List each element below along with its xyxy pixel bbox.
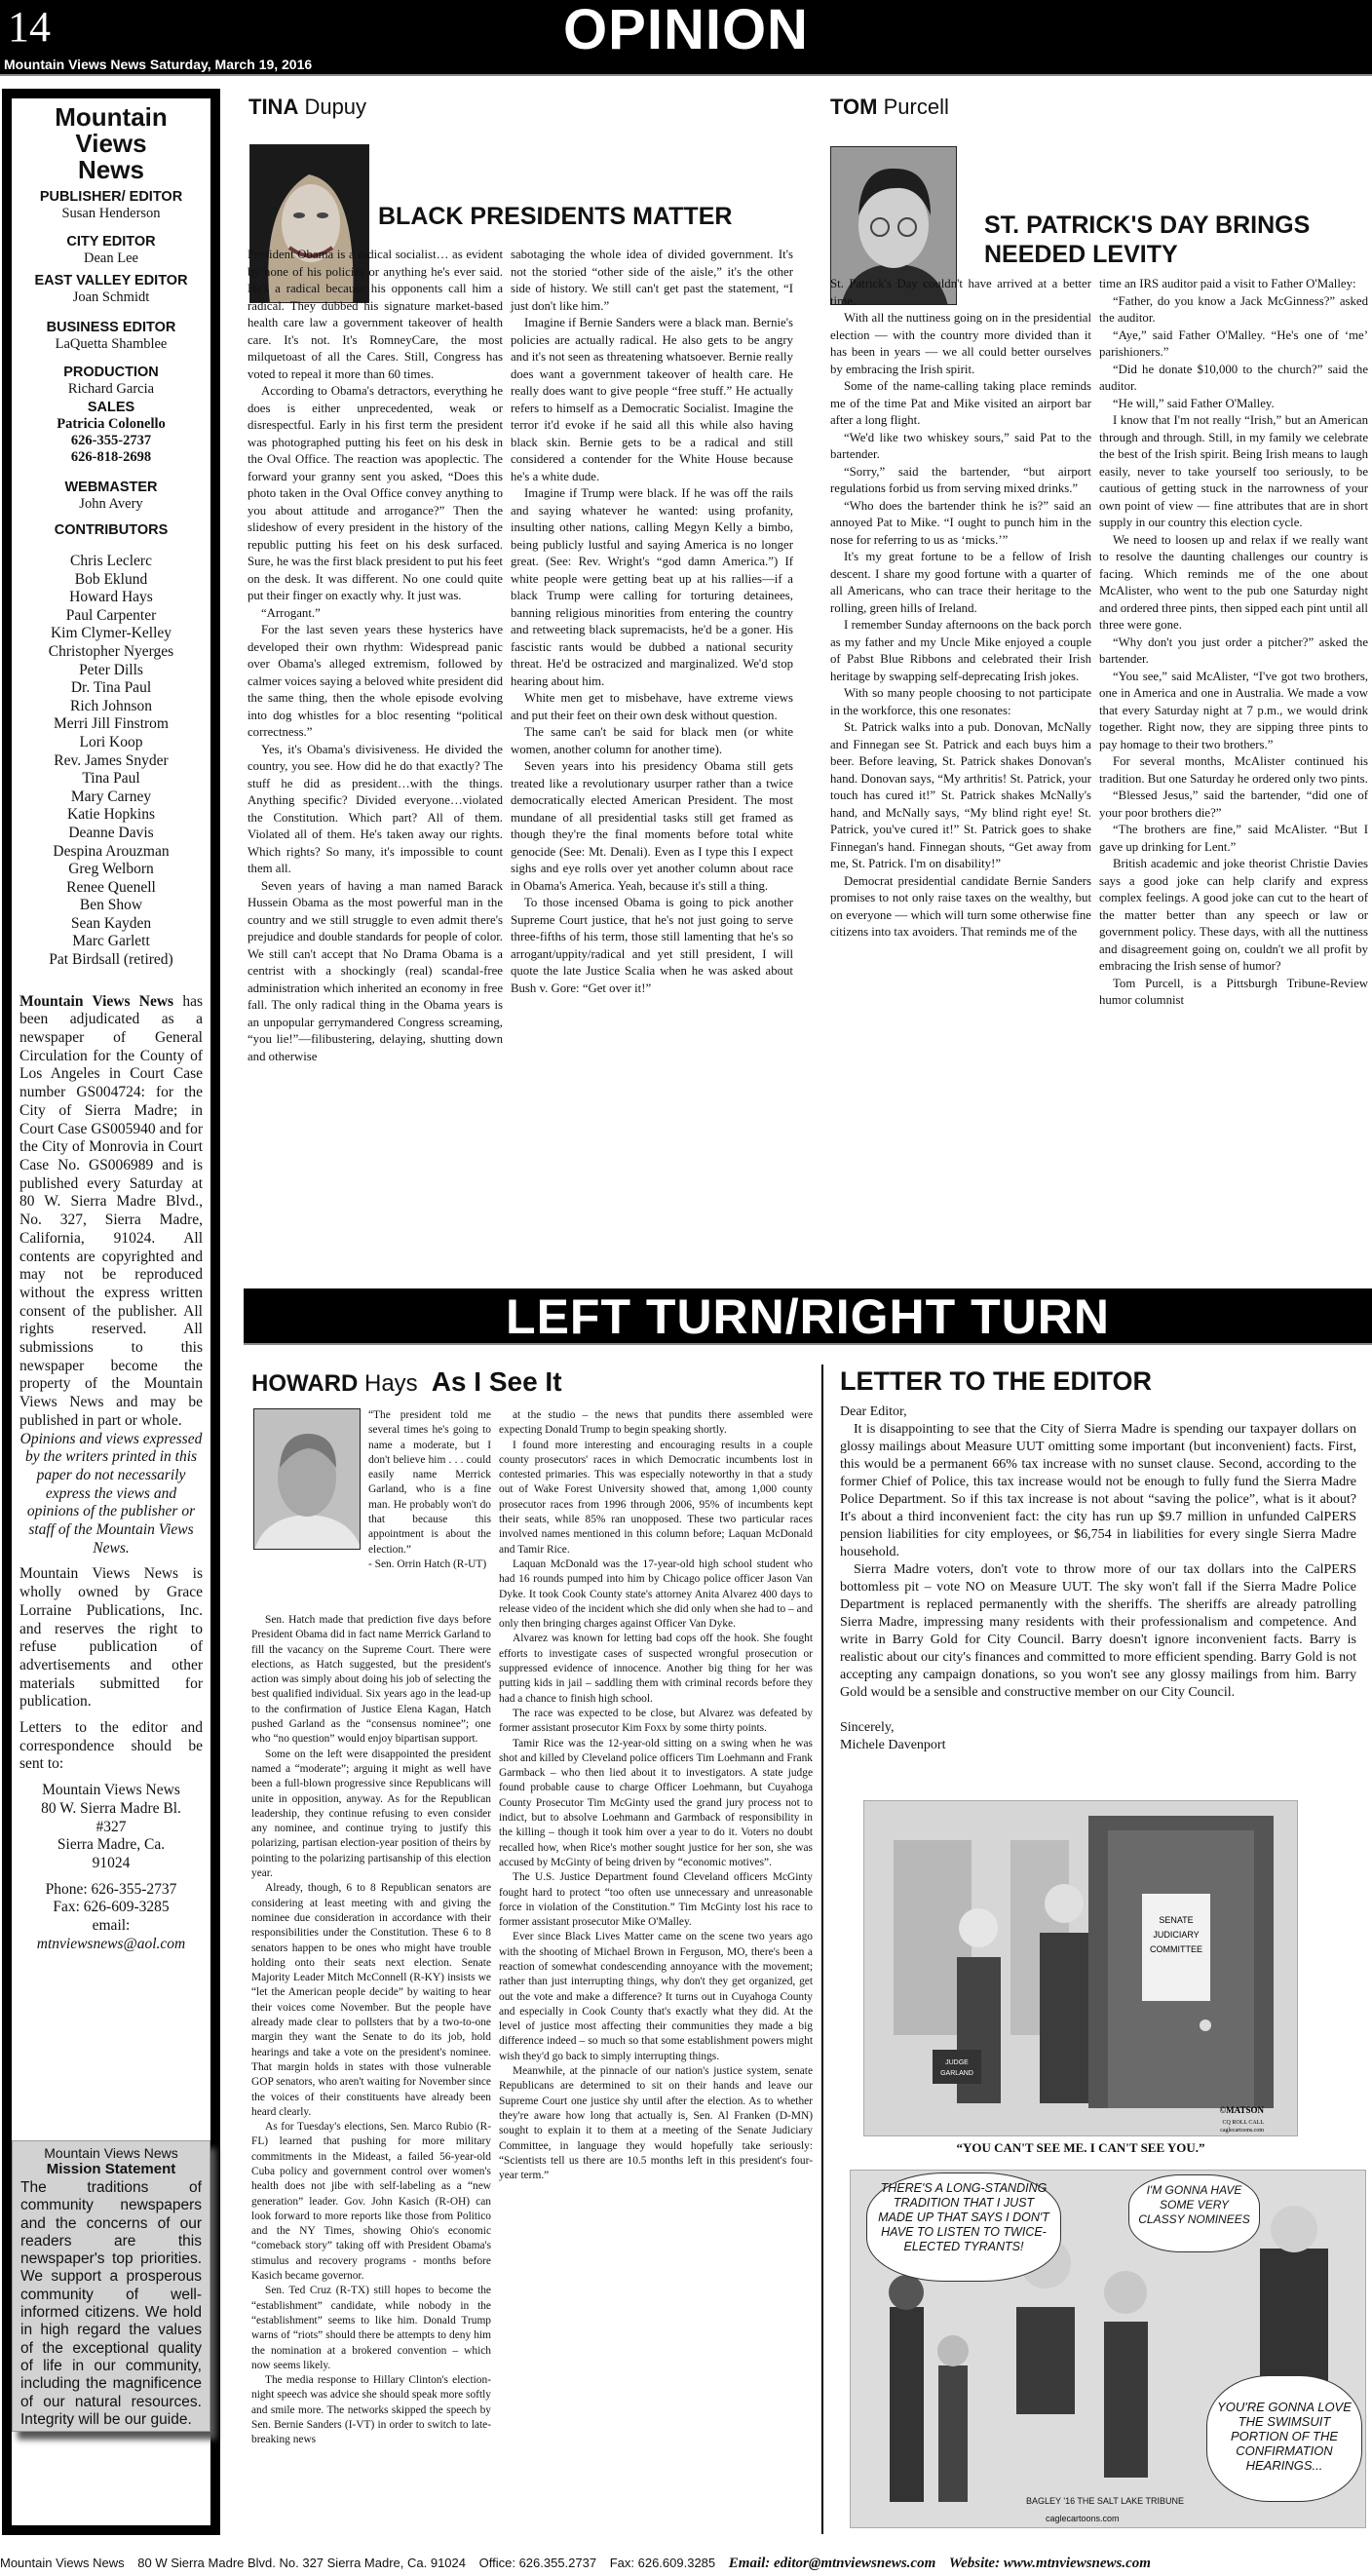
staff-name: Joan Schmidt xyxy=(72,289,150,305)
paragraph: “Blessed Jesus,” said the bartender, “did one of your poor brothers die?” xyxy=(1099,788,1368,820)
footer-fax: Fax: 626.609.3285 xyxy=(609,2556,716,2570)
paragraph: To those incensed Obama is going to pick another Supreme Court justice, that he's not just going to serve three-fifths of his term, those still lamenting that he's so arrogant/uppity/radical and yet still president, I will quote the late Justice Scalia when he was asked about Bush v. Gore: “Get over it!” xyxy=(511,896,793,995)
speech-bubble: YOU'RE GONNA LOVE THE SWIMSUIT PORTION OF THE CONFIRMATION HEARINGS... xyxy=(1206,2375,1362,2502)
headline-purcell: ST. PATRICK'S DAY BRINGS NEEDED LEVITY xyxy=(984,211,1311,268)
speech-bubble: I'M GONNA HAVE SOME VERY CLASSY NOMINEES xyxy=(1128,2174,1260,2252)
contributor-name: Howard Hays xyxy=(69,589,153,606)
contributor-name: Lori Koop xyxy=(79,733,143,750)
paragraph: “Aye,” said Father O'Malley. “He's one of ‘me’ parishioners.” xyxy=(1099,327,1368,359)
svg-text:JUDGE: JUDGE xyxy=(945,2059,969,2066)
paragraph: “Arrogant.” xyxy=(261,605,321,620)
contributor-name: Despina Arouzman xyxy=(53,842,170,860)
paragraph: St. Patrick walks into a pub. Donovan, McNally and Finnegan see St. Patrick and each buys him a beer. Before leaving, St. Patrick shakes Donovan's hand. Donovan says, “My arthritis! St. Patrick, your touch has cured it!” St. Patrick shakes McNally's hand, and McNally says, “My blind right eye! St. Patrick, you've cured it!” St. Patrick goes to shake Finnegan's hand. Finnegan shouts, “Get away from me, St. Patrick. I'm on disability!” xyxy=(830,720,1091,870)
contributor-name: Paul Carpenter xyxy=(65,606,157,624)
paragraph: For the last seven years these hysterics have developed their own rhythm: Widespread panic over Obama's alleged extremism, followed by calmer voices saying a beloved white president did the same thing, then the whole episode evolving into dog whistles for a bloc resenting “political correctness.” xyxy=(248,623,503,739)
paragraph: “Did he donate $10,000 to the church?” said the auditor. xyxy=(1099,362,1368,393)
paragraph: “We'd like two whiskey sours,” said Pat to the bartender. xyxy=(830,430,1091,461)
sales-phone: 626-355-2737 xyxy=(70,433,152,448)
staff-role: PRODUCTION xyxy=(63,365,159,380)
letter-title: LETTER TO THE EDITOR xyxy=(840,1366,1153,1396)
left-turn-right-turn-banner: LEFT TURN/RIGHT TURN xyxy=(244,1288,1372,1345)
staff-role: SALES xyxy=(87,400,135,415)
paragraph: Already, though, 6 to 8 Republican senators are considering at least meeting with and giving the nominee due consideration in accordance with their responsibilities under the Constitution. These 6 to 8 senators happen to be ones who might have trouble holding onto their seats next election. Senate Majority Leader Mitch McConnell (R-KY) insists we “let the American people decide” by waiting to hear their voices come November. But the people have already made clear to pollsters that by a two-to-one margin they want the Senate to do its job, hold hearings and take a vote on the president's nominee. That margin holds in states with those vulnerable GOP senators, who aren't waiting for November since the voices of their constituents have already been heard clearly. xyxy=(251,1882,491,2118)
page-footer xyxy=(0,2556,1372,2576)
masthead xyxy=(0,0,1372,76)
byline-hays: HOWARD Hays As I See It xyxy=(251,1366,562,1397)
paragraph: Yes, it's Obama's divisiveness. He divided the country, you see. How did he do that exactly? The stuff he did as president…with the things. Anything specific? Divided everyone…violated the Constitution. Which part? All of them. Violated all of them. He's taken away our rights. Which rights? So many, it's impossible to count them all. xyxy=(248,742,503,875)
paragraph: The same can't be said for black men (or white women, another column for another time). xyxy=(511,725,793,756)
contributor-name: Pat Birdsall (retired) xyxy=(49,951,173,969)
letters-intro: Letters to the editor and correspondence should be sent to: xyxy=(19,1719,203,1773)
paragraph: I know that I'm not really “Irish,” but an American through and through. Still, in my family we celebrate the best of the Irish spirit. Being Irish means to laugh easily, never to take yourself too seriously, to be cautious of getting stuck in the narrowness of your own point of view — fine attributes that are in short supply in our country this election cycle. xyxy=(1099,413,1368,529)
paragraph: We need to loosen up and relax if we really want to resolve the daunting challenges our country is facing. Which reminds me of the one about McAlister, who went to the pub one Saturday night and ordered three pints, then sipped each pint until all three were gone. xyxy=(1099,532,1368,632)
paragraph: The U.S. Justice Department found Cleveland officers McGinty fought hard to protect “too often use unnecessary and unreasonable force in violation of the Constitution.” Tim McGinty lost his race to former assistant prosecutor Mike O'Malley. xyxy=(499,1871,813,1929)
contributor-name: Christopher Nyerges xyxy=(48,642,174,660)
article-column-dupuy-2 xyxy=(511,247,793,997)
footer-address: 80 W Sierra Madre Blvd. No. 327 Sierra Madre, Ca. 91024 xyxy=(137,2556,466,2570)
cartoon-source: caglecartoons.com xyxy=(1046,2514,1120,2523)
staff-role: CONTRIBUTORS xyxy=(54,522,169,538)
contributor-name: Merri Jill Finstrom xyxy=(54,715,169,733)
paragraph: at the studio – the news that pundits there assembled were expecting Donald Trump to begin speaking shortly. xyxy=(499,1409,813,1437)
ownership-notice: Mountain Views News is wholly owned by Grace Lorraine Publications, Inc. and reserves the right to refuse publication of advertisements and other materials submitted for publication. xyxy=(19,1565,203,1711)
paragraph: St. Patrick's Day couldn't have arrived at a better time. xyxy=(830,277,1091,308)
paragraph: Sen. Ted Cruz (R-TX) still hopes to become the “establishment” candidate, while nobody in the “establishment” seems to like him. Donald Trump warns of “riots” should there be attempts to deny him the nomination at a brokered convention – which now seems likely. xyxy=(251,2285,491,2371)
headline-dupuy: BLACK PRESIDENTS MATTER xyxy=(378,203,733,230)
staff-name: Richard Garcia xyxy=(67,381,155,397)
paragraph: Some on the left were disappointed the president named a “moderate”; arguing it might as well have been a full-blown progressive since Republicans will unite in opposition, anyway. As for the Republican leadership, they continue refusing to even consider any nominee, and continue trying to justify this polarizing, partisan election-year position of theirs by pointing to the polarizing partisanship of this election year. xyxy=(251,1748,491,1880)
dateline: Mountain Views News Saturday, March 19, 2016 xyxy=(4,57,313,72)
hays-pull-quote: “The president told me several times he's going to name a moderate, but I don't believe him . . . could easily name Merrick Garland, who is a fine man. He probably won't do that because this appointment is about the election.” - Sen. Orrin Hatch (R-UT) xyxy=(368,1409,491,1570)
staff-role: PUBLISHER/ EDITOR xyxy=(39,189,183,205)
paragraph: It's my great fortune to be a fellow of Irish descent. I share my good fortune with a quarter of all Americans, who can trace their heritage to the rolling, green hills of Ireland. xyxy=(830,550,1091,615)
svg-text:CQ ROLL CALL: CQ ROLL CALL xyxy=(1222,2120,1264,2126)
paragraph: Alvarez was known for letting bad cops off the hook. She fought efforts to investigate cases of suspected wrongful prosecution or suppressed evidence of innocence. Another big thing for her was putting kids in jail – saddling them with criminal records before they had a chance to finish high school. xyxy=(499,1633,813,1705)
contributor-name: Mary Carney xyxy=(70,788,152,805)
paragraph: The media response to Hillary Clinton's election-night speech was advice she should speak more softly and smile more. The networks skipped the speech by Sen. Bernie Sanders (I-VT) in order to switch to late-breaking news xyxy=(251,2374,491,2446)
paragraph: The race was expected to be close, but Alvarez was defeated by former assistant prosecutor Kim Foxx by some thirty points. xyxy=(499,1707,813,1735)
footer-office: Office: 626.355.2737 xyxy=(478,2556,597,2570)
contributors-list xyxy=(19,553,203,970)
staff-name: Susan Henderson xyxy=(61,206,161,221)
editorial-cartoon-matson xyxy=(863,1800,1298,2136)
paragraph: With so many people choosing to not participate in the workforce, this one resonates: xyxy=(830,686,1091,717)
paragraph: As for Tuesday's elections, Sen. Marco Rubio (R-FL) learned that pushing for more military commitments in the Mideast, a failed 56-year-old Cuba policy and government control over women's health does not jibe with self-labeling as a “new generation” leader. Gov. John Kasich (R-OH) can look forward to more reports like those from Politico and the NY Times, showing Ohio's economic “comeback story” taking off with President Obama's stimulus and recovery programs - months before Kasich became governor. xyxy=(251,2121,491,2283)
paragraph: “Sorry,” said the bartender, “but airport regulations forbid us from serving mixed drinks.” xyxy=(830,464,1091,495)
article-column-purcell-1 xyxy=(830,276,1091,942)
staff-name: Patricia Colonello xyxy=(57,416,166,432)
author-photo-hays xyxy=(253,1408,361,1550)
svg-text:©MATSON: ©MATSON xyxy=(1219,2105,1264,2115)
portrait-icon xyxy=(254,1409,361,1550)
contributor-name: Peter Dills xyxy=(79,661,143,678)
paragraph: Seven years into his presidency Obama still gets treated like a revolutionary usurper rather than a twice democratically elected American President. The most mundane of all presidential tasks still get framed as though they're the final moments before total white genocide (See: Mt. Denali). Even as I type this I expect sighs and eye rolls over yet another column about race in Obama's America. Yeah, because it's still a thing. xyxy=(511,759,793,893)
byline-dupuy: TINA Dupuy xyxy=(248,95,367,119)
paragraph: I remember Sunday afternoons on the back porch as my father and my Uncle Mike enjoyed a couple of Pabst Blue Ribbons and celebrated their Irish heritage by swapping self-deprecating Irish jokes. xyxy=(830,618,1091,683)
cartoon-illustration-icon xyxy=(864,1801,1298,2136)
article-column-hays-2 xyxy=(499,1408,813,2183)
byline-purcell: TOM Purcell xyxy=(830,95,949,119)
contributor-name: Sean Kayden xyxy=(70,914,152,932)
paragraph: White men get to misbehave, have extreme views and put their feet on their own desk without question. xyxy=(511,691,793,722)
paragraph: Seven years of having a man named Barack Hussein Obama as the most powerful man in the country and we still struggle to even admit there's prejudice and double standards for people of color. We still can't accept that No Drama Obama is a centrist with a shockingly (real) scandal-free administration which inherited an economy in free fall. The only radical thing in the Obama years is an unpopular gerrymandered Congress screaming, “you lie!”—filibustering, delaying, shutting down and otherwise xyxy=(248,878,503,1063)
speech-bubble: THERE'S A LONG-STANDING TRADITION THAT I JUST MADE UP THAT SAYS I DON'T HAVE TO LISTEN TO TWICE-ELECTED TYRANTS! xyxy=(866,2172,1061,2282)
sales-phone: 626-818-2698 xyxy=(70,449,152,465)
column-divider xyxy=(821,1365,823,2534)
staff-role: EAST VALLEY EDITOR xyxy=(34,273,188,288)
mailing-address: Mountain Views News 80 W. Sierra Madre Bl. #327 Sierra Madre, Ca. 91024 xyxy=(41,1782,181,1871)
article-column-dupuy-1 xyxy=(248,247,503,1065)
contributor-name: Rich Johnson xyxy=(70,697,152,714)
contributor-name: Deanne Davis xyxy=(68,824,154,841)
paragraph: With all the nuttiness going on in the presidential election — with the country more divided than it has been in years — we all could better ourselves by embracing the Irish spirit. xyxy=(830,311,1091,376)
staff-name: John Avery xyxy=(79,496,143,512)
staff-name: LaQuetta Shamblee xyxy=(55,336,168,352)
contributor-name: Kim Clymer-Kelley xyxy=(50,625,172,642)
paragraph: Democrat presidential candidate Bernie Sanders promises to not only raise taxes on the wealthy, but on everyone — which will turn some otherwise fine citizens into tax avoiders. That reminds me of the xyxy=(830,873,1091,939)
paragraph: Some of the name-calling taking place reminds me of the time Pat and Mike visited an airport bar after a long flight. xyxy=(830,379,1091,427)
paragraph: Laquan McDonald was the 17-year-old high school student who had 16 rounds pumped into him by Chicago police officer Jason Van Dyke. It took Cook County state's attorney Anita Alvarez 400 days to release video of the incident which she did only when she had to – and only then bringing charges against Officer Van Dyke. xyxy=(499,1557,814,1631)
contributor-name: Greg Welborn xyxy=(68,861,154,878)
svg-text:COMMITTEE: COMMITTEE xyxy=(1150,1944,1202,1954)
paragraph: “Father, do you know a Jack McGinness?” asked the auditor. xyxy=(1099,293,1368,325)
paragraph: sabotaging the whole idea of divided government. It's not the storied “other side of the aisle,” it's the other side of history. We still can't get past the statement, “I just don't like him.” xyxy=(511,248,793,313)
paragraph: Ever since Black Lives Matter came on the scene two years ago with the shooting of Michael Brown in Ferguson, MO, there's been a reaction of somewhat condescending annoyance with the movement; rather than just interrupting things, why don't they get organized, get out the vote and make a difference? It turns out in Cuyahoga County and especially in Cook County that's exactly what they did. At the level of justice most affecting their communities they made a big difference indeed – so much so that some establishment powers might wish they'd go back to simply interrupting things. xyxy=(499,1931,813,2062)
paragraph: Imagine if Trump were black. If he was off the rails and saying whatever he wanted: using profanity, insulting other nations, calling Megyn Kelly a bimbo, being publicly lustful and saying America is no longer great. (See: Rev. Wright's “god damn America.”) If white people were getting beat up at his rallies—if a black Trump were calling for torturing detainees, banning religious minorities from entering the country and retweeting black supremacists, he'd be a goner. His fascistic rants would be dubbed a national security threat. He'd be ostracized and marginalized. We'd stop hearing about him. xyxy=(511,486,793,688)
paragraph: “The brothers are fine,” said McAlister. “But I gave up drinking for Lent.” xyxy=(1099,823,1368,854)
staff-name: Dean Lee xyxy=(84,250,138,266)
contributor-name: Bob Eklund xyxy=(74,570,148,588)
footer-email[interactable]: Email: editor@mtnviewsnews.com xyxy=(728,2556,936,2571)
mission-statement: Mountain Views News Mission Statement The traditions of community newspapers and the concerns of our readers are this newspaper's top priorities. We support a prosperous community of well-informed citizens. We hold in high regard the values of the exceptional quality of life in our community, including the magnificence of our natural resources. Integrity will be our guide. xyxy=(12,2140,210,2432)
paragraph: Sen. Hatch made that prediction five days before President Obama did in fact name Merrick Garland to fill the vacancy on the Supreme Court. There were elections, as Hatch suggested, but the president's action was simply about doing his job of selecting the best qualified individual. Six years ago in the lead-up to the confirmation of Justice Elena Kagan, Hatch pushed Garland as the “consensus nominee”; one who “no question” would enjoy bipartisan support. xyxy=(251,1614,491,1746)
paragraph: “He will,” said Father O'Malley. xyxy=(1113,396,1275,410)
paragraph: Meanwhile, at the pinnacle of our nation's justice system, senate Republicans are determined to sit on their hands and leave our Supreme Court one justice shy until after the election. As to whether they're aware how long that actually is, Sen. Al Franken (D-MN) sought to explain it to them at a meeting of the Senate Judiciary Committee, in language they would hopefully take seriously: “Scientists tell us there are 10.5 months left in this president's four-year term.” xyxy=(499,2065,813,2182)
contributor-name: Dr. Tina Paul xyxy=(70,679,152,697)
contributor-name: Tina Paul xyxy=(82,770,140,788)
contributor-name: Chris Leclerc xyxy=(70,553,152,569)
paragraph: Tamir Rice was the 12-year-old sitting on a swing when he was shot and killed by Cleveland police officers Tim Loehmann and Frank Garmback – who then lied about it to investigators. A state judge found probable cause to charge Officer Loehmann, but Cuyahoga County Prosecutor Tim McGinty used the grand jury process not to indict, but to absolve Loehmann and Garmback of responsibility in the killing – though it took him over a year to do it. Voters no doubt recalled how, when Rice's mother sought justice for her son, she was accused by McGinty of being driven by “economic motives”. xyxy=(499,1737,813,1868)
article-column-hays-1 xyxy=(251,1613,491,2448)
sidebar-logo: Mountain Views News xyxy=(55,102,168,184)
staff-role: WEBMASTER xyxy=(64,480,158,495)
footer-website[interactable]: Website: www.mtnviewsnews.com xyxy=(948,2556,1151,2571)
staff-role: BUSINESS EDITOR xyxy=(46,320,176,335)
contact-info: Phone: 626-355-2737 Fax: 626-609-3285 email: mtnviewsnews@aol.com xyxy=(19,1881,203,1954)
disclaimer: Opinions and views expressed by the writers printed in this paper do not necessarily express the views and opinions of the publisher or staff of the Mountain Views News. xyxy=(19,1430,203,1557)
letter-to-editor: Dear Editor, It is disappointing to see that the City of Sierra Madre is spending our taxpayer dollars on glossy mailings about Measure UUT omitting some important (but inconvenient) facts. First, this would be a permanent 66% tax increase with no sunset clause. Second, according to the former Chief of Police, this tax increase would not be enough to fully fund the Sierra Madre Police Department. So if this tax increase is not about “saving the police”, what is it about? It's about a third inconvenient fact: the city has run up $9.7 million in unfunded CalPERS pension liabilities for city employees, or $6,754 in liabilities for every single Sierra Madre household. Sierra Madre voters, don't vote to throw more of our tax dollars into the CalPERS bottomless pit – vote NO on Measure UUT. The sky won't fall if the Sierra Madre Police Department is replaced permanently with the sheriffs. The sheriffs are already patrolling Sierra Madre, impressing many residents with their professionalism and competence. And write in Barry Gold for City Council. Barry doesn't ignore inconvenient facts. Barry is realistic about our city's finances and committed to more efficient spending. Barry Gold is not accepting any campaign donations, so you won't see any glossy mailings from him. Barry Gold would be a sensible and constructive member on our City Council. Sincerely, Michele Davenport xyxy=(840,1404,1356,1752)
svg-text:caglecartoons.com: caglecartoons.com xyxy=(1220,2128,1264,2134)
page-number: 14 xyxy=(8,3,51,51)
paragraph: President Obama is a radical socialist… as evident by none of his policies or anything he's ever said. He's a radical because his opponents call him a radical. They dubbed his signature market-based health care law a government takeover of health care. It's not. It's RomneyCare, the most milquetoast of all the Cares. Still, Congress has voted to repeal it more than 60 times. xyxy=(248,248,503,381)
contributor-name: Renee Quenell xyxy=(66,878,156,896)
svg-text:GARLAND: GARLAND xyxy=(940,2070,973,2077)
contributor-name: Rev. James Snyder xyxy=(54,751,169,769)
paragraph: According to Obama's detractors, everything he does is either unprecedented, weak or disrespectful. Early in his first term the president was photographed putting his feet on his desk in the Oval Office. The reaction was apoplectic. The forward your granny sent you asked, “Does this photo taken in the Oval Office convey anything to you about attitude and arrogance?” Then the slideshow of every president in the history of the republic putting his feet on his desk surfaced. Sure, he was the first black president to put his feet on the desk. It was different. No one could quite put their finger on exactly why. It just was. xyxy=(248,384,503,602)
paragraph: time an IRS auditor paid a visit to Father O'Malley: xyxy=(1099,277,1356,290)
email-link[interactable]: mtnviewsnews@aol.com xyxy=(36,1935,186,1952)
paragraph: British academic and joke theorist Christie Davies says a good joke can help clarify and express complex feelings. A good joke can cut to the heart of the matter better than any speech or law or government policy. These days, with all the nuttiness and disagreement going on, couldn't we all profit by embracing the Irish sense of humor? xyxy=(1099,857,1368,973)
editorial-cartoon-bagley xyxy=(850,2170,1366,2528)
staff-sidebar xyxy=(2,89,220,2535)
legal-notice: Mountain Views News has been adjudicated as a newspaper of General Circulation for the County of Los Angeles in Court Case number GS004724: for the City of Sierra Madre; in Court Case GS005940 and for the City of Monrovia in Court Case No. GS006989 and is published every Saturday at 80 W. Sierra Madre Blvd., No. 327, Sierra Madre, California, 91024. All contents are copyrighted and may not be reproduced without the express written consent of the publisher. All rights reserved. All submissions to this newspaper become the property of the Mountain Views News and may be published in part or whole. xyxy=(19,992,203,1429)
cartoon-credit: BAGLEY '16 THE SALT LAKE TRIBUNE xyxy=(1026,2496,1184,2506)
contributor-name: Ben Show xyxy=(79,897,143,914)
contributor-name: Marc Garlett xyxy=(72,933,150,950)
contributor-name: Katie Hopkins xyxy=(67,806,155,824)
paragraph: “You see,” said McAlister, “I've got two brothers, one in America and one in Australia. We made a vow that every Saturday night at 7 p.m., we would drink together. Right now, they are sipping three pints to pay homage to their two brothers.” xyxy=(1099,669,1368,751)
svg-text:JUDICIARY: JUDICIARY xyxy=(1153,1930,1200,1940)
paragraph: “Who does the bartender think he is?” said an annoyed Pat to Mike. “I ought to punch him in the nose for referring to us as ‘micks.’” xyxy=(830,498,1091,547)
article-column-purcell-2 xyxy=(1099,276,1368,1010)
section-title: OPINION xyxy=(563,0,809,61)
paragraph: “Why don't you just order a pitcher?” asked the bartender. xyxy=(1099,634,1368,666)
paragraph: Tom Purcell, is a Pittsburgh Tribune-Review humor columnist xyxy=(1099,976,1368,1007)
paragraph: I found more interesting and encouraging results in a couple county prosecutors' races in which Democratic incumbents lost in contested primaries. This was especially noteworthy in that a study out of Wake Forest University showed that, among 1,000 county prosecutor races from 1996 through 2006, 95% of incumbents kept their seats, while 85% ran unopposed. These two particular races involved names mentioned in this column before; Laquan McDonald and Tamir Rice. xyxy=(499,1439,813,1556)
cartoon-caption: “YOU CAN'T SEE ME. I CAN'T SEE YOU.” xyxy=(956,2140,1205,2155)
footer-paper: Mountain Views News xyxy=(0,2556,125,2570)
column-title: As I See It xyxy=(431,1366,562,1397)
staff-role: CITY EDITOR xyxy=(66,234,156,250)
paragraph: For several months, McAlister continued his tradition. But one Saturday he ordered only two pints. xyxy=(1099,754,1368,786)
paragraph: Imagine if Bernie Sanders were a black man. Bernie's policies are actually radical. He also gets to be angry and it's not seen as threatening whatsoever. Bernie really does want a government takeover of health care. He really does want to give people “free stuff.” He actually refers to himself as a Democratic Socialist. Imagine the terror it'd evoke if he said all this while also having black skin. Bernie gets to be a radical and still considered a contender for the White House because he's a white dude. xyxy=(511,316,793,483)
svg-text:SENATE: SENATE xyxy=(1159,1915,1194,1925)
